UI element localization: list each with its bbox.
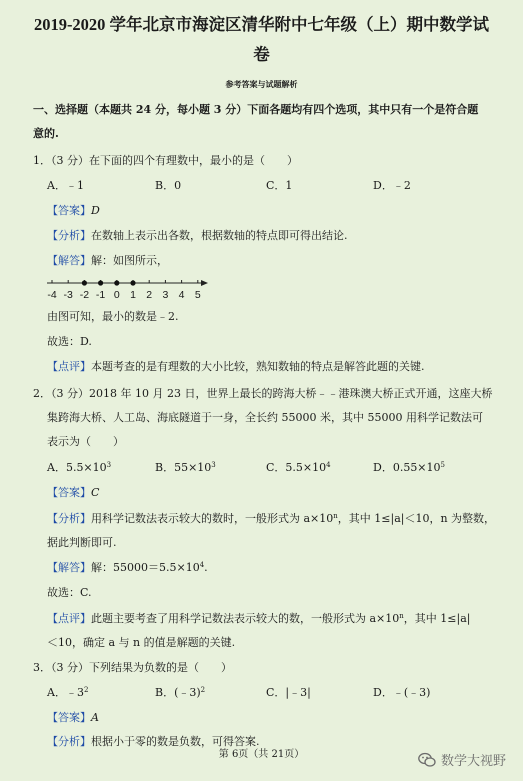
number-line-point	[114, 280, 119, 285]
q2-stem-line3: 表示为（ ）	[47, 435, 124, 448]
analysis-tag: 【分析】	[47, 229, 91, 242]
number-line-tick-label: -3	[63, 289, 73, 301]
q1-option-b: B．0	[155, 179, 182, 192]
comment-text: 本题考查的是有理数的大小比较，熟知数轴的特点是解答此题的关键.	[91, 360, 425, 373]
number-line-tick-label: 4	[178, 289, 185, 301]
option-exponent: 3	[211, 461, 216, 469]
number-line	[45, 275, 210, 301]
watermark-text: 数学大视野	[441, 754, 507, 769]
answer-tag: 【答案】	[47, 486, 91, 499]
number-line-tick-label: 3	[162, 289, 169, 301]
q1-stem: 1．（3 分）在下面的四个有理数中，最小的是（ ）	[33, 154, 298, 167]
q1-option-c: C．1	[266, 179, 293, 192]
analysis-text-cont: ，其中 1≤|a|＜10，n 为整数，	[337, 512, 496, 525]
solution-text: 解：如图所示，	[91, 254, 168, 267]
number-line-tick-label: -1	[95, 289, 106, 301]
q2-option-b	[155, 461, 216, 475]
q2-answer	[47, 486, 99, 500]
analysis-exponent: n	[333, 512, 338, 520]
option-text: C．|﹣3|	[266, 686, 311, 699]
solution-text-cont: .	[204, 561, 208, 574]
option-exponent: 3	[106, 461, 112, 469]
q1-option-d: D．﹣2	[373, 179, 411, 192]
option-text: B．(﹣3)	[155, 686, 201, 699]
option-text: A．﹣3	[47, 686, 84, 699]
number-line-tick-label: 0	[113, 289, 120, 301]
q2-comment-line2: ＜10，确定 a 与 n 的值是解题的关键.	[47, 636, 236, 649]
solution-exponent: 4	[199, 561, 205, 569]
option-text: C．5.5×10	[266, 461, 327, 474]
comment-tag: 【点评】	[47, 612, 91, 625]
q2-solution	[47, 561, 208, 575]
number-line-point	[98, 280, 103, 285]
analysis-text: 根据小于零的数是负数，可得答案.	[91, 735, 260, 748]
q3-option-c	[266, 686, 311, 700]
watermark	[418, 750, 506, 769]
answer-value: D	[91, 204, 100, 217]
analysis-tag: 【分析】	[47, 512, 91, 525]
page-title-line2: 卷	[253, 45, 270, 64]
comment-text-cont: ，其中 1≤|a|	[403, 612, 471, 625]
number-line-tick-label: -2	[79, 289, 90, 301]
section-heading-line2: 意的.	[33, 127, 59, 140]
q1-answer	[47, 204, 100, 218]
analysis-text: 在数轴上表示出各数，根据数轴的特点即可得出结论.	[91, 229, 348, 242]
number-line-tick-label: -4	[47, 289, 57, 301]
number-line-tick-label: 1	[130, 289, 136, 301]
comment-tag: 【点评】	[47, 360, 91, 373]
q2-choice: 故选：C.	[47, 586, 92, 599]
option-text: D．0.55×10	[373, 461, 441, 474]
page-footer: 第 6页（共 21页）	[218, 749, 305, 760]
option-exponent: 4	[326, 461, 331, 469]
q2-analysis	[47, 512, 495, 526]
q1-option-a: A．﹣1	[47, 179, 84, 192]
option-exponent: 2	[83, 686, 89, 694]
q3-option-b	[155, 686, 205, 700]
number-line-point	[82, 280, 87, 285]
page-title-line1: 2019-2020 学年北京市海淀区清华附中七年级（上）期中数学试	[33, 15, 490, 34]
wechat-icon	[418, 752, 436, 768]
answer-value: C	[91, 486, 100, 499]
q1-analysis	[47, 229, 348, 243]
number-line-point	[130, 280, 135, 285]
option-exponent: 2	[200, 686, 206, 694]
answer-tag: 【答案】	[47, 711, 91, 724]
q1-choice: 故选：D.	[47, 335, 92, 348]
q2-comment	[47, 612, 470, 626]
q2-option-c	[266, 461, 331, 475]
q1-comment	[47, 360, 425, 374]
solution-text: 解：55000＝5.5×10	[91, 561, 200, 574]
q3-option-a	[47, 686, 88, 700]
q2-option-d	[373, 461, 445, 475]
q2-stem-line1: 2．（3 分）2018 年 10 月 23 日，世界上最长的跨海大桥﹣﹣港珠澳大桥正式开通，这座大桥	[33, 387, 493, 400]
comment-text: 此题主要考查了用科学记数法表示较大的数，一般形式为 a×10	[91, 612, 400, 625]
q1-conclusion: 由图可知，最小的数是﹣2.	[47, 310, 179, 323]
solution-tag: 【解答】	[47, 254, 91, 267]
q3-stem: 3．（3 分）下列结果为负数的是（ ）	[33, 661, 232, 674]
option-text: A．5.5×10	[47, 461, 107, 474]
q2-stem-line2: 集跨海大桥、人工岛、海底隧道于一身，全长约 55000 米，其中 55000 用科学记数法可	[47, 411, 483, 424]
option-exponent: 5	[440, 461, 445, 469]
q2-option-a	[47, 461, 111, 475]
q3-option-d	[373, 686, 430, 700]
q2-analysis-line2: 据此判断即可.	[47, 536, 117, 549]
number-line-tick-label: 2	[146, 289, 153, 301]
analysis-text: 用科学记数法表示较大的数时，一般形式为 a×10	[91, 512, 334, 525]
q3-answer	[47, 711, 99, 725]
number-line-arrow	[201, 280, 208, 286]
page-subtitle: 参考答案与试题解析	[225, 79, 298, 89]
number-line-tick-label: 5	[194, 289, 201, 301]
answer-tag: 【答案】	[47, 204, 91, 217]
q1-solution	[47, 254, 168, 268]
answer-value: A	[91, 711, 99, 724]
section-heading-line1: 一、选择题（本题共 24 分，每小题 3 分）下面各题均有四个选项，其中只有一个是符合题	[33, 103, 479, 116]
option-text: B．55×10	[155, 461, 212, 474]
option-text: D．﹣(﹣3)	[373, 686, 431, 699]
comment-exponent: n	[399, 612, 404, 620]
analysis-tag: 【分析】	[47, 735, 91, 748]
solution-tag: 【解答】	[47, 561, 91, 574]
q3-analysis	[47, 735, 260, 749]
